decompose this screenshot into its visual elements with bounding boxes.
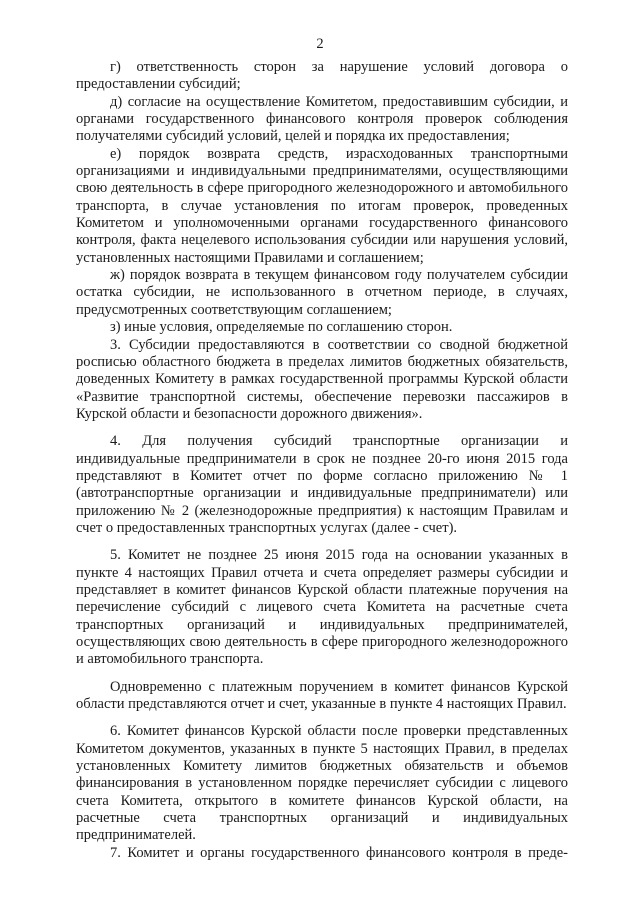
paragraph-5-continuation: Одновременно с платежным поручением в комитет финансов Курской области представляются отчет и счет, указанные в пункте 4 настоящих Правил.	[76, 678, 568, 713]
paragraph-e: е) порядок возврата средств, израсходованных транспортными организациями и индивидуальными предпринимателями, осуществляющими свою деятельность в сфере пригородного железнодорожного и автомобильного транспорта, в случае установления по итогам проверок, проведенных Комитетом и уполномоченными органами государственного финансового контроля, факта нецелевого использования субсидии или нарушения условий, установленных настоящими Правилами и соглашением;	[76, 145, 568, 266]
paragraph-4: 4. Для получения субсидий транспортные организации и индивидуальные предприниматели в срок не позднее 20-го июня 2015 года представляют в Комитет отчет по форме согласно приложению № 1 (автотранспортные организации и индивидуальные предприниматели) или приложению № 2 (железнодорожные предприятия) к настоящим Правилам и счет о предоставленных транспортных услугах (далее - счет).	[76, 433, 568, 536]
document-body	[76, 59, 568, 862]
paragraph-3: 3. Субсидии предоставляются в соответствии со сводной бюджетной росписью областного бюджета в пределах лимитов бюджетных обязательств, доведенных Комитету в рамках государственной программы Курской области «Развитие транспортной системы, обеспечение перевозки пассажиров в Курской области и безопасности дорожного движения».	[76, 336, 568, 422]
paragraph-d: д) согласие на осуществление Комитетом, предоставившим субсидии, и органами государственного финансового контроля проверок соблюдения получателями субсидий условий, целей и порядка их предоставления;	[76, 93, 568, 145]
paragraph-g: г) ответственность сторон за нарушение условий договора о предоставлении субсидий;	[76, 59, 568, 93]
paragraph-5: 5. Комитет не позднее 25 июня 2015 года на основании указанных в пункте 4 настоящих Правил отчета и счета определяет размеры субсидии и представляет в комитет финансов Курской области платежные поручения на перечисление субсидий с лицевого счета Комитета на расчетные счета транспортных организаций и индивидуальных предпринимателей, осуществляющих свою деятельность в сфере пригородного железнодорожного и автомобильного транспорта.	[76, 547, 568, 668]
paragraph-6: 6. Комитет финансов Курской области после проверки представленных Комитетом документов, указанных в пункте 5 настоящих Правил, в пределах установленных Комитету лимитов бюджетных обязательств и объемов финансирования в установленном порядке перечисляет субсидии с лицевого счета Комитета, открытого в комитете финансов Курской области, на расчетные счета транспортных организаций и индивидуальных предпринимателей.	[76, 723, 568, 844]
page-number: 2	[316, 36, 324, 52]
paragraph-z: з) иные условия, определяемые по соглашению сторон.	[110, 319, 453, 336]
paragraph-7: 7. Комитет и органы государственного финансового контроля в преде-	[110, 844, 568, 861]
paragraph-zh: ж) порядок возврата в текущем финансовом году получателем субсидии остатка субсидии, не использованного в отчетном периоде, в случаях, предусмотренных соответствующим соглашением;	[76, 267, 568, 318]
